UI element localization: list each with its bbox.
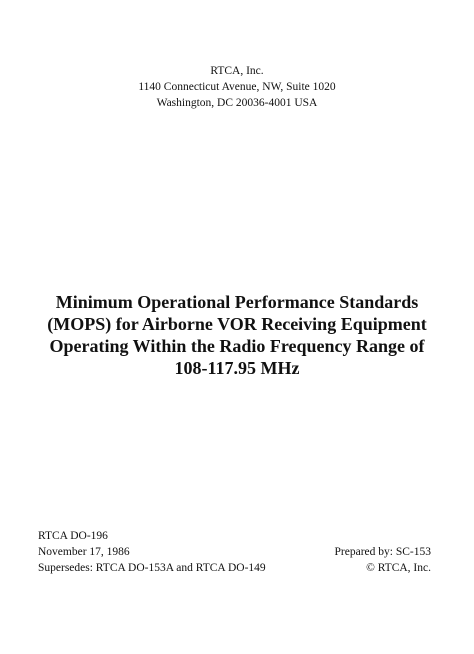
document-title [0,291,474,379]
title-line-4: 108-117.95 MHz [174,358,300,378]
title-line-3: Operating Within the Radio Frequency Range of [49,336,425,356]
document-meta [38,528,266,576]
publisher-name: RTCA, Inc. [210,65,264,77]
document-number: RTCA DO-196 [38,530,108,542]
document-date: November 17, 1986 [38,546,130,558]
publisher-address-line1: 1140 Connecticut Avenue, NW, Suite 1020 [138,81,336,93]
preparation-block [335,544,431,576]
publisher-address-line2: Washington, DC 20036-4001 USA [156,97,318,109]
supersedes-note: Supersedes: RTCA DO-153A and RTCA DO-149 [38,562,266,574]
prepared-by: Prepared by: SC-153 [334,546,431,558]
title-line-2: (MOPS) for Airborne VOR Receiving Equipment [47,314,427,334]
publisher-block [0,63,474,111]
title-line-1: Minimum Operational Performance Standards [55,292,419,312]
copyright-notice: © RTCA, Inc. [366,562,431,574]
